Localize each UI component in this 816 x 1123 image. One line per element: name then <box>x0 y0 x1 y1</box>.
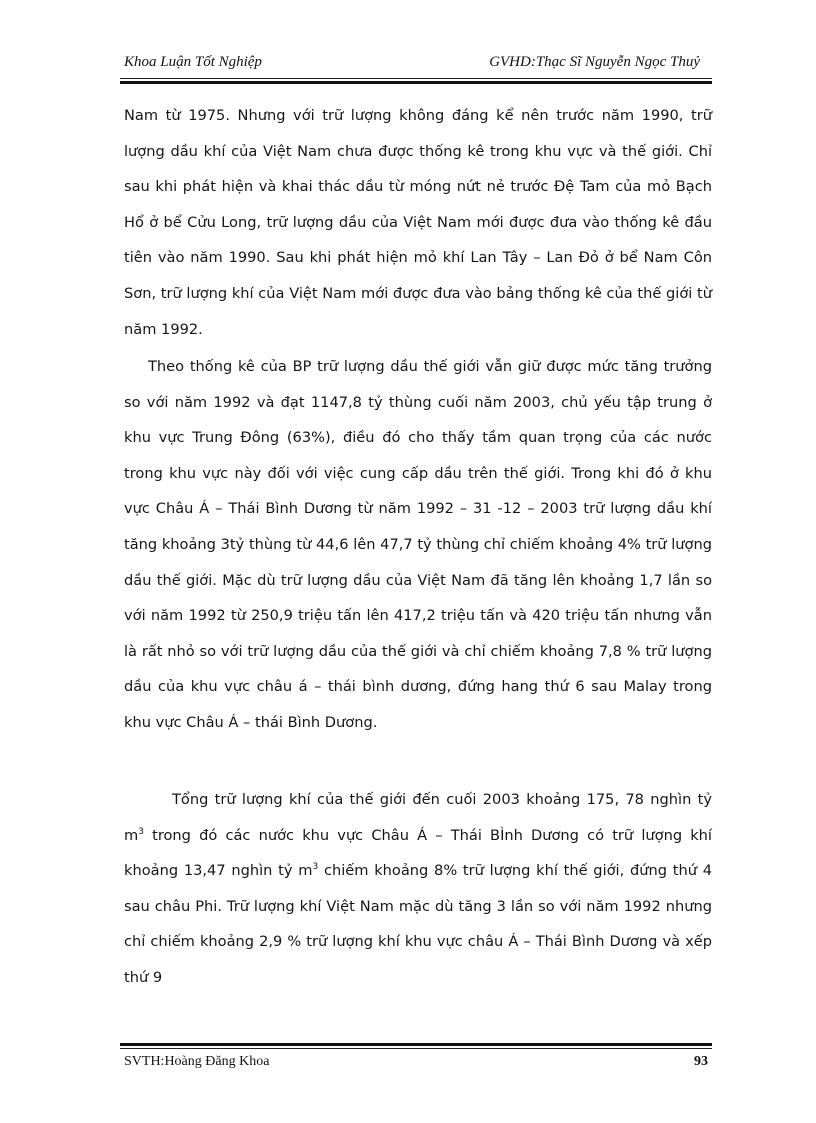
paragraph-text: Theo thống kê của BP trữ lượng dầu thế giới vẫn giữ được mức tăng trưởng so với năm 1992 và đạt 1147,8 tỷ thùng cuối năm 2003, chủ yếu tập trung ở khu vực Trung Đông (63%), điều đó cho thấy tầm quan trọng của các nước trong khu vực này đối với việc cung cấp dầu trên thế giới. Trong khi đó ở khu vực Châu Á – Thái Bình Dương từ năm 1992 – 31 -12 – 2003 trữ lượng dầu khí tăng khoảng 3tỷ thùng từ 44,6 lên 47,7 tỷ thùng chỉ chiếm khoảng 4% trữ lượng dầu thế giới. Mặc dù trữ lượng dầu của Việt Nam đã tăng lên khoảng 1,7 lần so với năm 1992 từ 250,9 triệu tấn lên 417,2 triệu tấn và 420 triệu tấn nhưng vẫn là rất nhỏ so với trữ lượng dầu của thế giới và chỉ chiếm khoảng 7,8 % trữ lượng dầu của khu vực châu á – thái bình dương, đứng hang thứ 6 sau Malay trong khu vực Châu Á – thái Bình Dương. <box>124 358 712 731</box>
paragraph-3-part-3: chiếm khoảng 8% trữ lượng khí thế giới, đứng thứ 4 sau châu Phi. Trữ lượng khí Việt Nam mặc dù tăng 3 lần so với năm 1992 nhưng chỉ chiếm khoảng 2,9 % trữ lượng khí khu vực châu Á – Thái Bình Dương và xếp thứ 9 <box>124 862 712 986</box>
footer-divider-thin <box>120 1048 712 1049</box>
page-header <box>120 52 712 78</box>
header-advisor: GVHD:Thạc Sĩ Nguyễn Ngọc Thuỷ <box>489 54 700 70</box>
footer-author: SVTH:Hoàng Đăng Khoa <box>124 1054 270 1069</box>
paragraph-text: Nam từ 1975. Nhưng với trữ lượng không đáng kể nên trước năm 1990, trữ lượng dầu khí của Việt Nam chưa được thống kê trong khu vực và thế giới. Chỉ sau khi phát hiện và khai thác dầu từ móng nứt nẻ trước Đệ Tam của mỏ Bạch Hổ ở bể Cửu Long, trữ lượng dầu của Việt Nam mới được đưa vào thống kê đầu tiên vào năm 1990. Sau khi phát hiện mỏ khí Lan Tây – Lan Đỏ ở bể Nam Côn Sơn, trữ lượng khí của Việt Nam mới được đưa vào bảng thống kê của thế giới từ năm 1992. <box>124 107 712 338</box>
header-divider-thick <box>120 81 712 84</box>
paragraph-1 <box>124 98 712 347</box>
paragraph-3 <box>124 782 712 996</box>
paragraph-3-part-2: trong đó các nước khu vực Châu Á – Thái BÌnh Dương có trữ lượng khí khoảng 13,47 nghìn tỷ m <box>124 826 712 880</box>
paragraph-3-part-1: Tổng trữ lượng khí của thế giới đến cuối 2003 khoảng 175, 78 nghìn tỷ m <box>124 791 712 844</box>
paragraph-text <box>124 782 712 996</box>
page-number: 93 <box>694 1054 708 1069</box>
paragraph-2 <box>124 349 712 741</box>
superscript-3: 3 <box>312 862 319 873</box>
page-footer <box>120 1052 712 1076</box>
superscript-3: 3 <box>138 826 144 837</box>
footer-divider-thick <box>120 1043 712 1046</box>
header-thesis-title: Khoa Luận Tốt Nghiệp <box>124 54 262 70</box>
header-divider-thin <box>120 78 712 79</box>
